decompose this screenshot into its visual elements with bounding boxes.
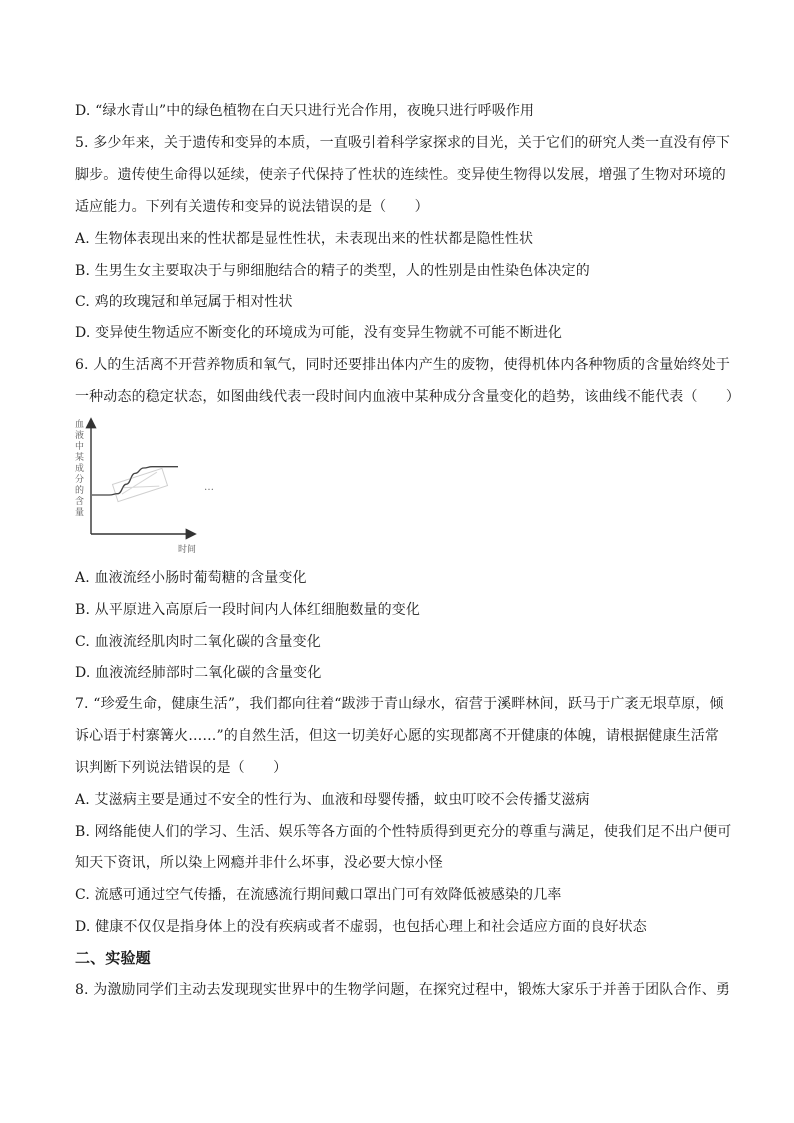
q7-option-b-line-1: B. 网络能使人们的学习、生活、娱乐等各方面的个性特质得到更充分的尊重与满足，使我们足不出户便可 [75, 824, 732, 840]
q6-option-b: B. 从平原进入高原后一段时间内人体红细胞数量的变化 [75, 602, 421, 618]
curve-graph [72, 412, 252, 562]
q5-option-c: C. 鸡的玫瑰冠和单冠属于相对性状 [75, 294, 293, 310]
q7-stem-line-1: 7. “珍爱生命，健康生活”，我们都向往着“跋涉于青山绿水，宿营于溪畔林间，跃马于广袤无垠草原，倾 [75, 696, 724, 712]
q5-option-d: D. 变异使生物适应不断变化的环境成为可能，没有变异生物就不可能不断进化 [75, 325, 563, 341]
q7-option-a: A. 艾滋病主要是通过不安全的性行为、血液和母婴传播，蚊虫叮咬不会传播艾滋病 [75, 792, 590, 808]
q7-stem-line-2: 诉心语于村寨篝火……”的自然生活，但这一切美好心愿的实现都离不开健康的体魄，请根据健康生活常 [75, 728, 720, 744]
q6-stem-line-1: 6. 人的生活离不开营养物质和氧气，同时还要排出体内产生的废物，使得机体内各种物质的含量始终处于 [75, 357, 731, 373]
q4-option-d: D. “绿水青山”中的绿色植物在白天只进行光合作用，夜晚只进行呼吸作用 [75, 103, 535, 119]
q5-option-b: B. 生男生女主要取决于与卵细胞结合的精子的类型，人的性别是由性染色体决定的 [75, 263, 590, 279]
q5-stem-line-1: 5. 多少年来，关于遗传和变异的本质，一直吸引着科学家探求的目光，关于它们的研究人类一直没有停下 [75, 135, 731, 151]
q8-stem-line-1: 8. 为激励同学们主动去发现现实世界中的生物学问题，在探究过程中，锻炼大家乐于并善于团队合作、勇 [75, 982, 731, 998]
q5-option-a: A. 生物体表现出来的性状都是显性性状，未表现出来的性状都是隐性性状 [75, 231, 534, 247]
content-curve [92, 467, 178, 495]
q7-option-c: C. 流感可通过空气传播，在流感流行期间戴口罩出门可有效降低被感染的几率 [75, 887, 562, 903]
section-heading-experiment: 二、实验题 [75, 949, 151, 967]
figure-ellipsis: … [204, 482, 214, 493]
y-axis-label: 血液中某成分的含量 [75, 420, 85, 518]
q6-option-c: C. 血液流经肌肉时二氧化碳的含量变化 [75, 634, 321, 650]
q6-stem-line-2: 一种动态的稳定状态，如图曲线代表一段时间内血液中某种成分含量变化的趋势，该曲线不能代表（ ） [75, 389, 741, 405]
q6-option-a: A. 血液流经小肠时葡萄糖的含量变化 [75, 570, 307, 586]
q5-stem-line-2: 脚步。遗传使生命得以延续，使亲子代保持了性状的连续性。变异使生物得以发展，增强了生物对环境的 [75, 167, 726, 183]
x-axis-label: 时间 [178, 545, 197, 555]
q6-option-d: D. 血液流经肺部时二氧化碳的含量变化 [75, 665, 322, 681]
watermark-stamp [112, 468, 167, 501]
q7-stem-line-3: 识判断下列说法错误的是（ ） [75, 760, 288, 776]
q7-option-b-line-2: 知天下资讯，所以染上网瘾并非什么坏事，没必要大惊小怪 [75, 855, 443, 871]
q6-curve-figure [72, 412, 252, 562]
q7-option-d: D. 健康不仅仅是指身体上的没有疾病或者不虚弱，也包括心理上和社会适应方面的良好状态 [75, 919, 647, 935]
q5-stem-line-3: 适应能力。下列有关遗传和变异的说法错误的是（ ） [75, 199, 429, 215]
